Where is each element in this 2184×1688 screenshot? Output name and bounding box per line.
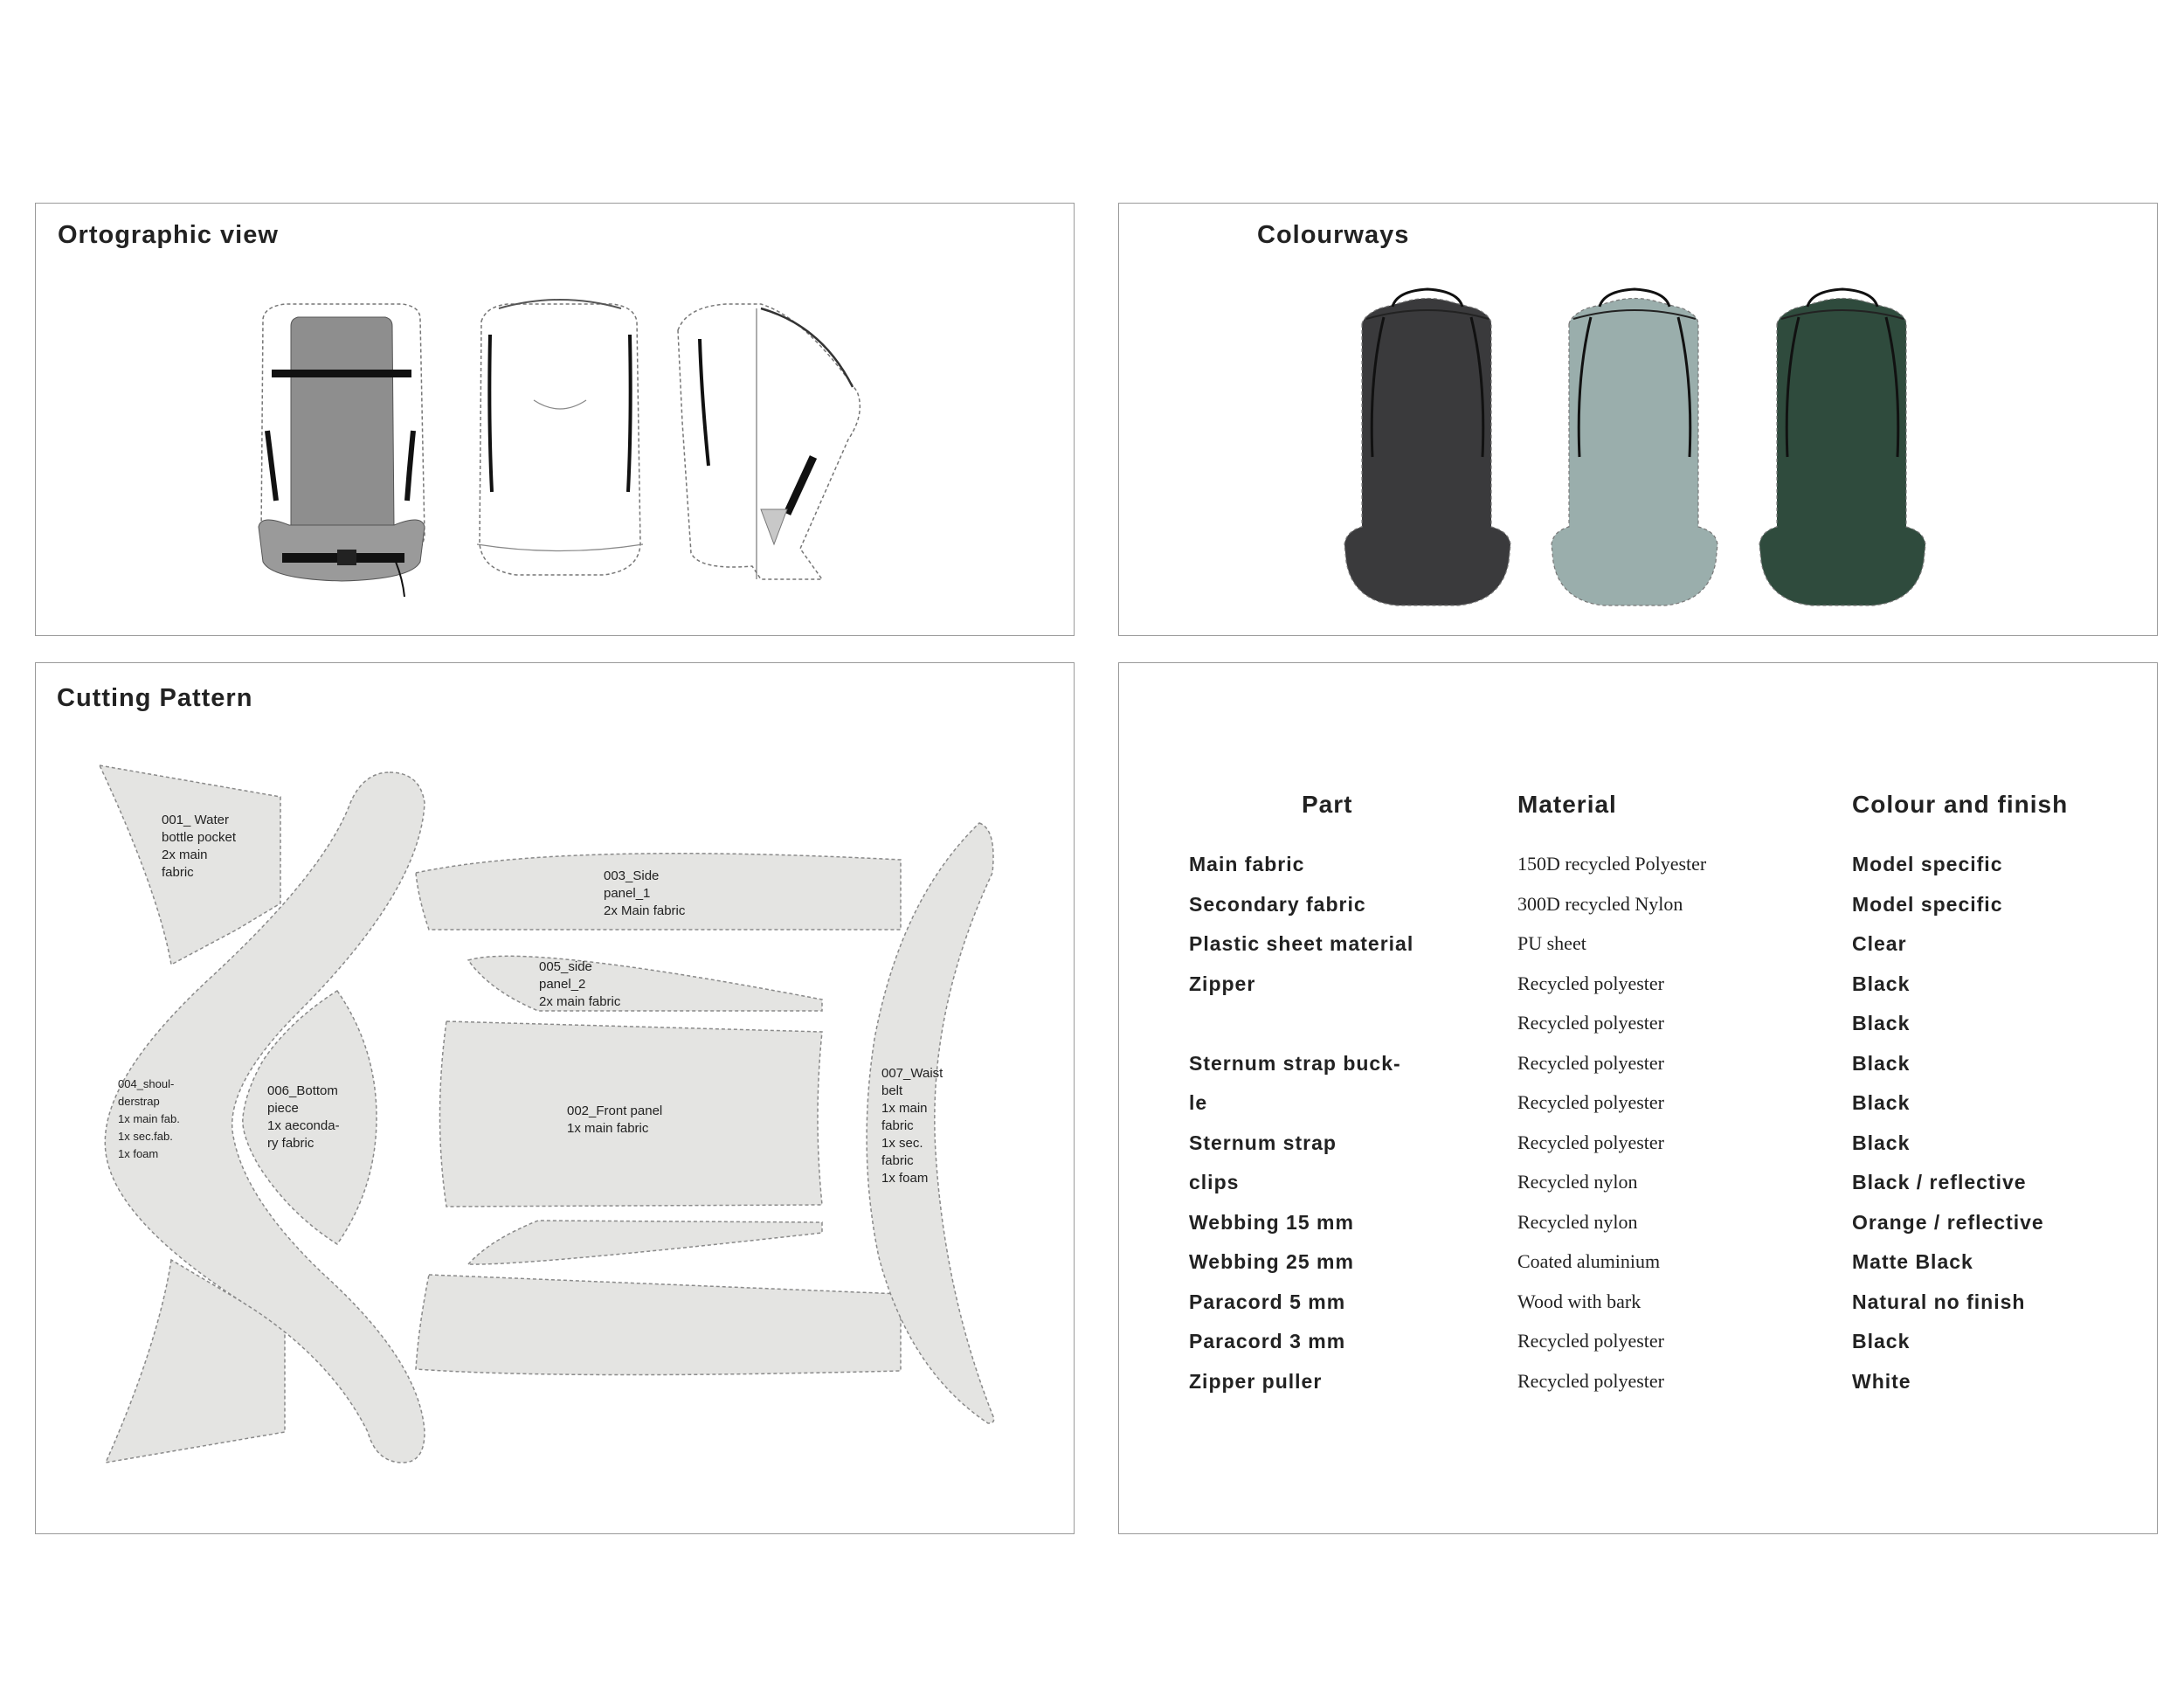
bom-header-material: Material <box>1517 791 1617 818</box>
bom-colour-cell: Black <box>1852 1131 1911 1154</box>
bom-colour-cell: Black <box>1852 972 1911 995</box>
orthographic-view-panel <box>35 203 1075 636</box>
bom-colour-cell: Clear <box>1852 932 1907 955</box>
bom-material-cell: Recycled polyester <box>1517 1369 1664 1392</box>
bom-material-cell: Recycled polyester <box>1517 1051 1664 1074</box>
bom-part-cell: clips <box>1189 1171 1240 1193</box>
bom-material-cell: PU sheet <box>1517 932 1586 954</box>
bom-part-cell: Paracord 3 mm <box>1189 1330 1346 1352</box>
bom-header-colour: Colour and finish <box>1852 791 2069 818</box>
bom-colour-cell: Black <box>1852 1330 1911 1352</box>
piece-004-label: 004_shoul- derstrap 1x main fab. 1x sec.fab. 1x foam <box>118 1077 180 1160</box>
bom-material-cell: 150D recycled Polyester <box>1517 853 1707 875</box>
bom-colour-cell: Black / reflective <box>1852 1171 2027 1193</box>
bom-part-cell: Paracord 5 mm <box>1189 1290 1346 1313</box>
piece-003-label: 003_Side panel_1 2x Main fabric <box>604 868 686 918</box>
piece-005-label: 005_side panel_2 2x main fabric <box>539 959 621 1009</box>
bom-material-cell: Wood with bark <box>1517 1290 1641 1312</box>
backpack-back-view <box>259 304 425 597</box>
bom-material-cell: Recycled nylon <box>1517 1210 1638 1233</box>
backpack-side-view <box>678 304 860 579</box>
bom-material-cell: Recycled polyester <box>1517 1012 1664 1034</box>
bom-colour-cell: Natural no finish <box>1852 1290 2026 1313</box>
piece-005-shape <box>468 956 822 1011</box>
piece-002-label: 002_Front panel 1x main fabric <box>567 1103 663 1136</box>
backpack-front-view <box>477 300 643 575</box>
bom-part-cell: Secondary fabric <box>1189 892 1366 916</box>
bom-colour-cell: Orange / reflective <box>1852 1210 2044 1234</box>
orthographic-drawings <box>36 204 1075 637</box>
colourway-backpack-forest <box>1759 289 1925 605</box>
bom-material-cell: Recycled polyester <box>1517 972 1664 994</box>
bom-part-cell: le <box>1189 1091 1208 1114</box>
bom-colour-cell: Model specific <box>1852 892 2003 916</box>
colourway-backpack-charcoal <box>1344 289 1510 605</box>
bom-material-cell: Recycled polyester <box>1517 1131 1664 1153</box>
bom-colour-cell: Black <box>1852 1051 1911 1075</box>
bom-part-cell: Zipper puller <box>1189 1369 1323 1393</box>
cutting-pattern-panel <box>35 662 1075 1534</box>
bom-part-cell: Sternum strap <box>1189 1131 1337 1154</box>
bom-part-cell: Main fabric <box>1189 853 1305 875</box>
bom-header-part: Part <box>1302 791 1353 818</box>
piece-007-label: 007_Waist belt 1x main fabric 1x sec. fabric 1x foam <box>881 1066 943 1186</box>
cutting-pattern-title: Cutting Pattern <box>57 684 253 712</box>
piece-001-label: 001_ Water bottle pocket 2x main fabric <box>162 813 237 880</box>
bom-colour-cell: Model specific <box>1852 853 2003 875</box>
piece-003-mirror-shape <box>416 1275 901 1375</box>
orthographic-view-title: Ortographic view <box>58 221 279 249</box>
colourways-panel <box>1118 203 2158 636</box>
colourway-backpack-sage <box>1552 289 1717 605</box>
bom-material-cell: Coated aluminium <box>1517 1250 1661 1272</box>
bom-colour-cell: Matte Black <box>1852 1250 1973 1273</box>
bom-material-cell: 300D recycled Nylon <box>1517 892 1683 915</box>
bom-material-cell: Recycled polyester <box>1517 1091 1664 1113</box>
bom-part-cell: Webbing 25 mm <box>1189 1250 1354 1273</box>
bom-colour-cell: White <box>1852 1369 1911 1393</box>
bom-colour-cell: Black <box>1852 1012 1911 1034</box>
bom-material-cell: Recycled nylon <box>1517 1171 1638 1193</box>
bom-part-cell: Sternum strap buck- <box>1189 1051 1401 1075</box>
bom-part-cell: Zipper <box>1189 972 1256 995</box>
bom-colour-cell: Black <box>1852 1091 1911 1114</box>
piece-006-label: 006_Bottom piece 1x aeconda- ry fabric <box>267 1083 340 1151</box>
piece-005-mirror-shape <box>468 1221 822 1264</box>
bom-part-cell: Plastic sheet material <box>1189 932 1414 955</box>
colourway-drawings <box>1119 204 2159 637</box>
bom-material-cell: Recycled polyester <box>1517 1330 1664 1352</box>
colourways-title: Colourways <box>1257 221 1410 249</box>
bom-part-cell: Webbing 15 mm <box>1189 1210 1354 1234</box>
